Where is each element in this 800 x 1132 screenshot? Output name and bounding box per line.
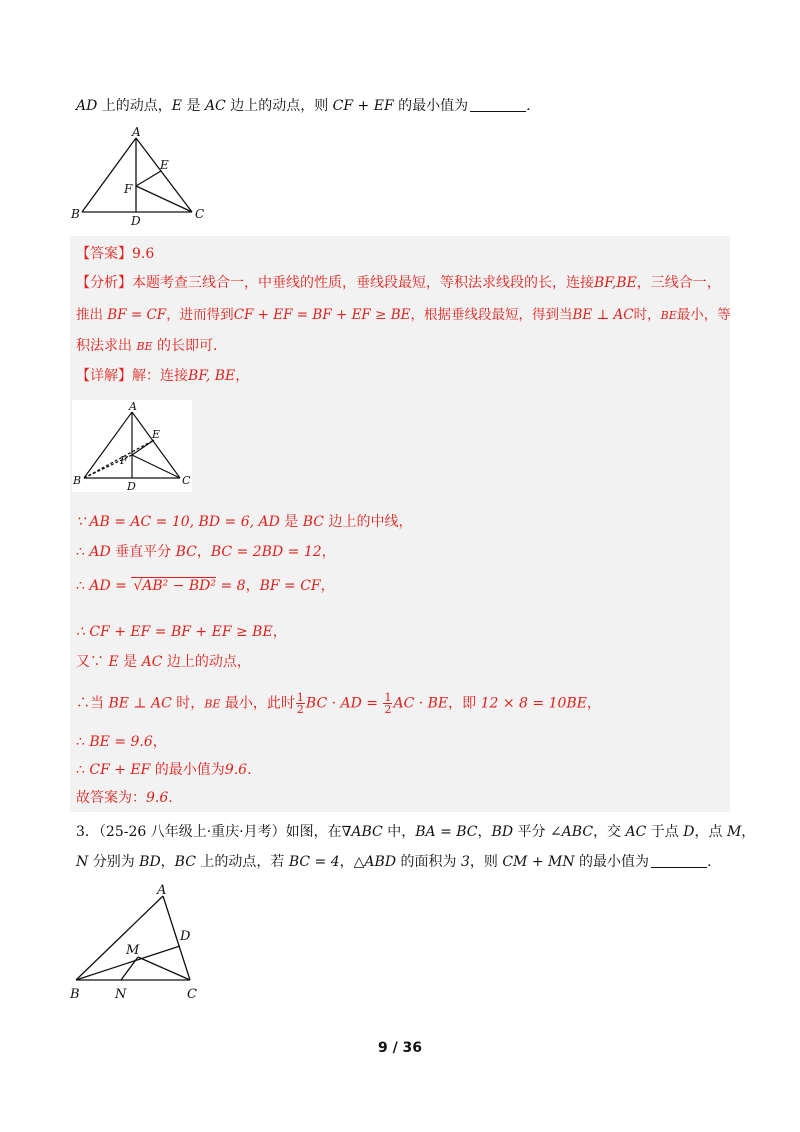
label-E: E <box>160 158 169 172</box>
analysis-line-3: 积法求出 BE 的长即可. <box>76 338 218 354</box>
label-D: D <box>127 480 136 492</box>
step-8: ∴ CF + EF 的最小值为9.6. <box>76 762 252 778</box>
step-3: ∴ AD = √AB² − BD² = 8，BF = CF， <box>76 578 335 594</box>
fraction-half-1: $\frac{1}{2}$ <box>296 691 304 716</box>
label-B: B <box>71 207 80 221</box>
detail-line: 【详解】解：连接BF, BE， <box>76 368 250 384</box>
step-7: ∴ BE = 9.6， <box>76 734 167 750</box>
question-3-line-1: 3．（25-26 八年级上·重庆·月考）如图，在∇ABC 中，BA = BC，BD 平分 ∠ABC，交 AC 于点 D，点 M， <box>76 824 756 840</box>
math-expr: CF + EF <box>332 98 394 114</box>
label-M: M <box>126 943 140 958</box>
step-1: ∵ AB = AC = 10, BD = 6, AD 是 BC 边上的中线， <box>76 514 413 530</box>
triangle-figure-1 <box>70 126 220 226</box>
label-A: A <box>132 126 141 139</box>
triangle-figure-2 <box>72 400 192 492</box>
label-C: C <box>182 474 191 487</box>
analysis-line-1: 【分析】本题考查三线合一，中垂线的性质，垂线段最短，等积法求线段的长，连接BF,BE，三线合一， <box>76 275 721 291</box>
math-ad: AD <box>76 98 98 114</box>
final-answer-line: 故答案为：9.6. <box>76 790 173 806</box>
answer-line: 【答案】9.6 <box>76 246 155 262</box>
label-C: C <box>195 207 205 221</box>
label-F: F <box>124 182 133 196</box>
step-4: ∴ CF + EF = BF + EF ≥ BE， <box>76 624 287 640</box>
fraction-half-2: $\frac{1}{2}$ <box>384 691 392 716</box>
step-6: ∴当 BE ⊥ AC 时，BE 最小，此时 $\frac{1}{2}$ BC · AD = $\frac{1}{2}$ AC · BE，即 12 × 8 = 10BE， <box>76 691 601 716</box>
label-B: B <box>70 987 80 1002</box>
label-D: D <box>131 214 141 226</box>
question-3-line-2: N 分别为 BD，BC 上的动点，若 BC = 4，△ABD 的面积为 3，则 CM + MN 的最小值为 . <box>76 854 712 870</box>
label-A: A <box>129 400 137 413</box>
answer-blank <box>470 97 526 112</box>
label-C: C <box>187 987 197 1002</box>
label-N: N <box>115 987 127 1002</box>
step-2: ∴ AD 垂直平分 BC，BC = 2BD = 12， <box>76 544 336 560</box>
label-D: D <box>180 929 191 944</box>
label-A: A <box>157 883 167 898</box>
step-5: 又∵ E 是 AC 边上的动点， <box>76 654 251 670</box>
label-E: E <box>152 428 161 441</box>
label-F: F <box>120 454 128 467</box>
answer-blank-q3 <box>651 853 707 868</box>
triangle-figure-3 <box>66 882 216 1002</box>
label-B: B <box>73 474 82 487</box>
analysis-line-2: 推出 BF = CF，进而得到CF + EF = BF + EF ≥ BE，根据垂线段最短，得到当BE ⊥ AC时，BE最小，等 <box>76 307 731 323</box>
question-2-tail: AD 上的动点，E 是 AC 边上的动点，则 CF + EF 的最小值为 . <box>76 98 531 114</box>
answer-value: 9.6 <box>132 246 155 262</box>
page-number: 9 / 36 <box>377 1040 423 1056</box>
